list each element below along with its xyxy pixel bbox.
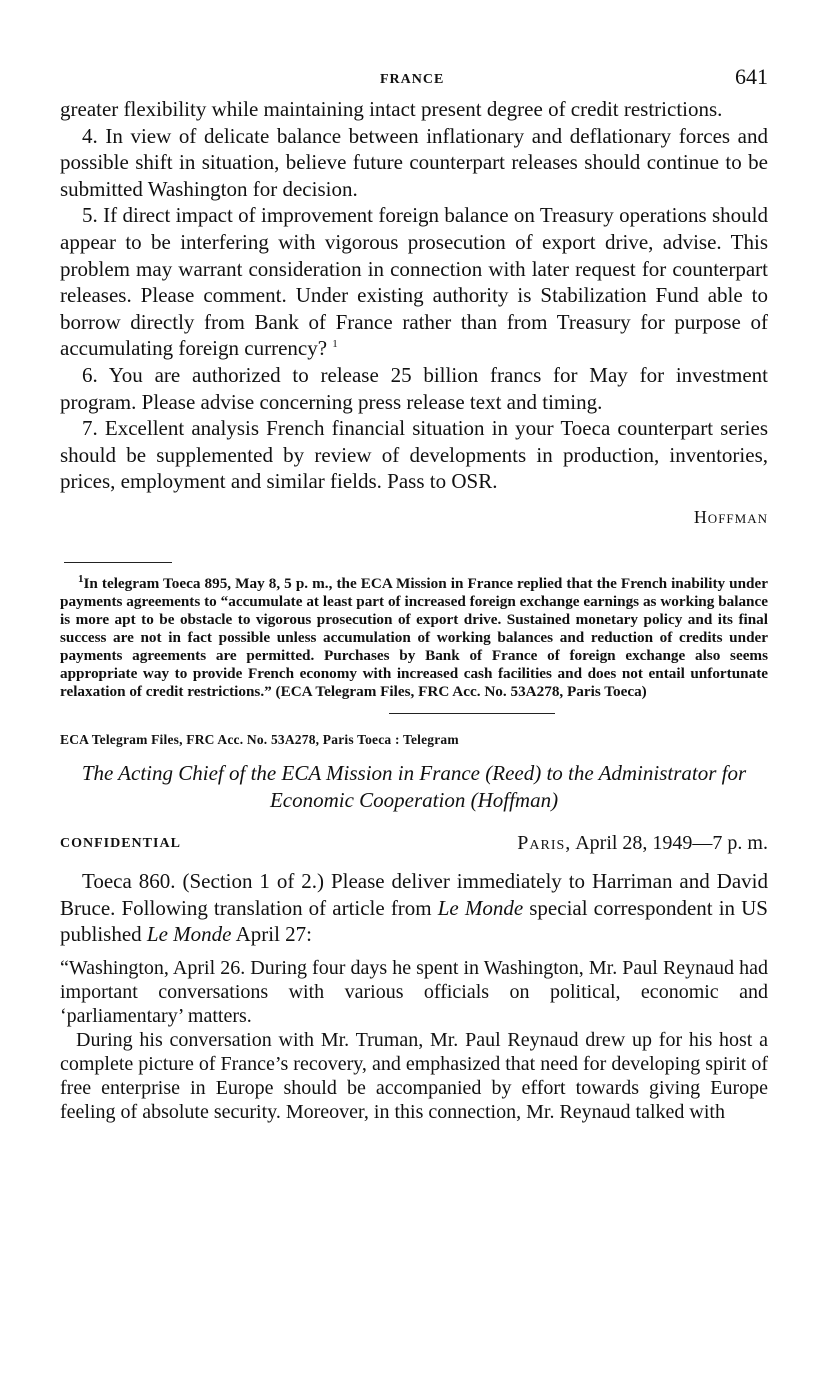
page-number: 641 — [735, 64, 768, 89]
signature: Hoffman — [693, 506, 768, 527]
quoted-article — [60, 956, 768, 1124]
page-header — [60, 66, 768, 96]
footnote-marker: 1 — [78, 572, 84, 585]
date: April 28, 1949—7 p. m. — [575, 831, 768, 854]
telegram-body — [60, 96, 768, 528]
footnote — [60, 572, 768, 701]
section-divider — [389, 713, 555, 714]
running-head: FRANCE — [380, 72, 445, 87]
date-line — [517, 832, 768, 855]
footnote-reference: 1 — [332, 338, 338, 351]
dateline — [60, 832, 768, 862]
paragraph-7: 7. Excellent analysis French financial situation in your Toeca counterpart series should be supplemented by review of developments in production, inventories, prices, employment and similar fields. Pass to OSR. — [60, 416, 768, 494]
classification-label: CONFIDENTIAL — [60, 835, 181, 851]
document-page — [60, 66, 768, 1124]
intro-text-2: special correspondent in US published — [60, 895, 768, 947]
message-intro — [60, 868, 768, 948]
quote-paragraph-2: During his conversation with Mr. Truman, Mr. Paul Reynaud drew up for his host a complete picture of France’s recovery, and emphasized that need for developing spirit of free enterprise in Europe should be accompanied by effort towards giving Europe feeling of absolute security. Moreover, in this connection, Mr. Reynaud talked with — [60, 1028, 768, 1123]
footnote-divider — [64, 562, 172, 563]
footnote-text: In telegram Toeca 895, May 8, 5 p. m., the ECA Mission in France replied that the French inability under payments agreements to “accumulate at least part of increased foreign exchange earnings as working balance is more apt to be obstacle to vigorous prosecution of export drive. Sustained monetary policy and its final success are not in fact possible unless accumulation of working balances and reduction of credits under payments agreements are permitted. Purchases by Bank of France of foreign exchange also seems appropriate way to provide French economy with increased cash facilities and does not entail unfortunate relaxation of credit restrictions.” (ECA Telegram Files, FRC Acc. No. 53A278, Paris Toeca) — [60, 574, 768, 700]
paragraph-5-text: 5. If direct impact of improvement foreign balance on Treasury operations should appear to be interfering with vigorous prosecution of export drive, advise. This problem may warrant consideration in connection with later request for counterpart releases. Please comment. Under existing authority is Stabilization Fund able to borrow directly from Bank of France rather than from Treasury for purpose of accumulating foreign currency? — [60, 203, 768, 361]
intro-paragraph — [60, 868, 768, 948]
quote-paragraph-1: “Washington, April 26. During four days he spent in Washington, Mr. Paul Reynaud had important conversations with various officials on political, economic and ‘parliamentary’ matters. — [60, 956, 768, 1027]
footnote-body — [60, 572, 768, 701]
document-title: The Acting Chief of the ECA Mission in France (Reed) to the Administrator for Economic Cooperation (Hoffman) — [81, 760, 747, 812]
paragraph-6: 6. You are authorized to release 25 billion francs for May for investment program. Please advise concerning press release text and timing. — [60, 362, 768, 414]
le-monde-ref-2: Le Monde — [146, 922, 232, 947]
document-source: ECA Telegram Files, FRC Acc. No. 53A278, Paris Toeca : Telegram — [60, 731, 459, 747]
le-monde-ref-1: Le Monde — [437, 895, 524, 920]
paragraph-4: 4. In view of delicate balance between inflationary and deflationary forces and possible shift in situation, believe future counterpart releases should continue to be submitted Washington for decision. — [60, 123, 768, 201]
intro-text-1: Toeca 860. (Section 1 of 2.) Please deliver immediately to Harriman and David Bruce. Following translation of article from — [60, 868, 768, 920]
place: Paris, — [517, 831, 572, 854]
paragraph-5 — [60, 202, 768, 362]
intro-text-3: April 27: — [231, 922, 313, 947]
paragraph-continuation: greater flexibility while maintaining intact present degree of credit restrictions. — [60, 97, 723, 121]
